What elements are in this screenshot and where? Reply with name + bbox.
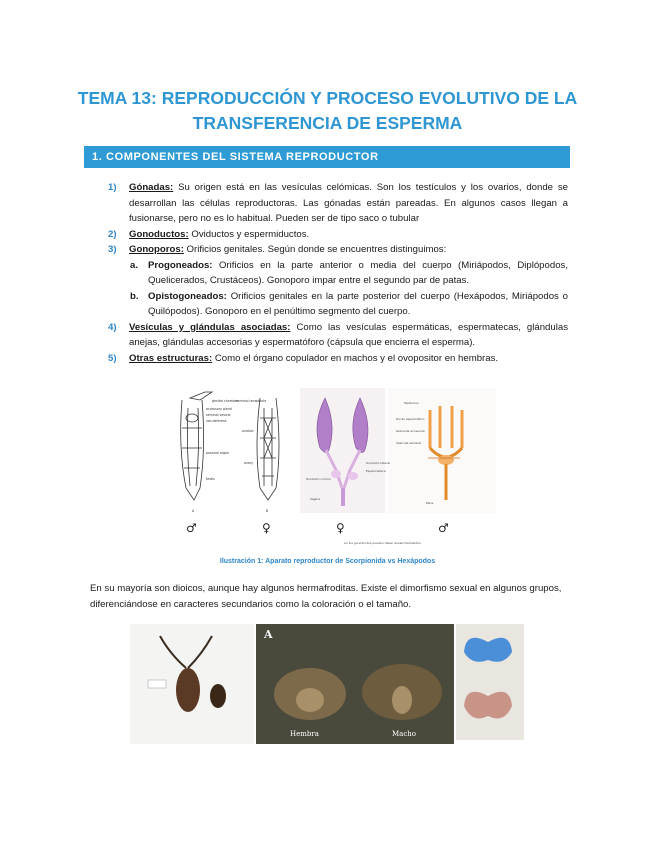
- label-ensanchamientos: en los gonoductos pueden haber ensanchamientos: [344, 541, 421, 545]
- label-pene: Pene: [426, 501, 434, 505]
- label-accessory-gland: accessory gland: [206, 407, 232, 411]
- label-seminal-receptacle: seminal receptacle: [236, 399, 267, 403]
- label-b: B: [266, 509, 269, 513]
- scorpion-female-diagram: [257, 398, 279, 500]
- dimorphism-photos: [130, 624, 530, 744]
- list-item: [108, 242, 568, 258]
- label-espermateca: Espermateca: [366, 469, 386, 473]
- item-number: 5): [108, 352, 117, 364]
- label-ovary: ovary: [244, 461, 253, 465]
- section-heading: 1. COMPONENTES DEL SISTEMA REPRODUCTOR: [84, 146, 570, 168]
- list-item: [108, 180, 568, 227]
- label-testis: testis: [206, 477, 215, 481]
- butterflies-photo: [456, 624, 524, 740]
- label-seminal-vesicle: seminal vesicle: [206, 413, 231, 417]
- sub-item-text: Orificios genitales en la parte posterior del cuerpo (Hexápodos, Miriápodos o Quilópodos). Gonoporo en el penúltimo segmento del cuerpo.: [148, 290, 568, 317]
- item-term: Gonoductos:: [129, 228, 189, 240]
- item-number: 2): [108, 228, 117, 240]
- item-text: Oviductos y espermiductos.: [188, 228, 310, 240]
- label-oviduct: oviduct: [242, 429, 254, 433]
- photo-label-macho: Macho: [392, 730, 416, 738]
- item-term: Vesículas y glándulas asociadas:: [129, 321, 291, 333]
- sub-item-text: Orificios en la parte anterior o media del cuerpo (Miriápodos, Diplópodos, Quelicerados, Crustáceos). Gonoporo impar entre el segundo par de patas.: [148, 259, 568, 286]
- label-oviducto-lateral: Oviducto lateral: [366, 461, 390, 465]
- photo-label-hembra: Hembra: [290, 730, 319, 738]
- item-term: Gonoporos:: [129, 244, 184, 255]
- label-testiculos: Testículos: [404, 401, 419, 405]
- item-number: 4): [108, 321, 117, 333]
- label-a: A: [192, 509, 195, 513]
- page-title: TEMA 13: REPRODUCCIÓN Y PROCESO EVOLUTIVO DE LA TRANSFERENCIA DE ESPERMA: [77, 88, 578, 133]
- item-term: Otras estructuras:: [129, 352, 213, 364]
- female-symbol: ♀: [262, 521, 271, 535]
- male-symbol: ♂: [438, 521, 449, 535]
- list-item: [108, 320, 568, 351]
- sub-item-letter: b.: [130, 290, 139, 302]
- sub-item: [108, 289, 568, 320]
- sub-item-term: Opistogoneados:: [148, 290, 227, 302]
- list-item: [108, 351, 568, 367]
- sub-item-term: Progoneados:: [148, 259, 213, 271]
- item-text: Como el órgano copulador en machos y el ovopositor en hembras.: [212, 352, 499, 364]
- label-vesicula-seminal: Vesícula seminal: [396, 441, 421, 445]
- photo-label-a: A: [264, 628, 273, 641]
- list-item: [108, 227, 568, 243]
- item-text: Su origen está en las vesículas celómicas. Son los testículos y los ovarios, donde se desarrollan las células reproductoras. Las gónadas están pareadas. En algunos casos llegan a fusionarse, pero no es lo habitual. Pueden ser de tipo saco o tubular: [129, 182, 568, 224]
- components-list: [108, 180, 568, 366]
- beetles-photo: [130, 624, 254, 744]
- male-symbol: ♂: [186, 521, 197, 535]
- body-paragraph: En su mayoría son dioicos, aunque hay algunos hermafroditas. Existe el dimorfismo sexual en algunos grupos, diferenciándose en caracteres secundarios como la coloración o el tamaño.: [90, 583, 562, 610]
- sub-item: [108, 258, 568, 289]
- insect-female-diagram: [300, 388, 385, 513]
- label-ducto-espermatico: Ducto espermático: [396, 417, 425, 421]
- insect-male-diagram: [388, 388, 496, 513]
- label-paraxial-organ: paraxial organ: [206, 451, 230, 455]
- figure-caption: Ilustración 1: Aparato reproductor de Scorpionida vs Hexápodos: [219, 558, 436, 565]
- item-term: Gónadas:: [129, 182, 174, 193]
- female-symbol: ♀: [336, 521, 345, 535]
- item-number: 3): [108, 244, 117, 255]
- crabs-photo: [256, 624, 454, 744]
- sub-item-letter: a.: [130, 259, 139, 271]
- item-text: Orificios genitales. Según donde se encuentres distinguimos:: [183, 244, 447, 255]
- label-vas-deferens: vas deferens: [206, 419, 227, 423]
- item-number: 1): [108, 182, 117, 193]
- label-glandula-accesoria: Glándula accesoria: [396, 429, 425, 433]
- label-vagina: Vagina: [310, 497, 321, 501]
- label-oviducto-comun: Oviducto común: [306, 477, 331, 481]
- reproductive-system-figure: [160, 388, 500, 548]
- label-genital-chamber: genital chamber: [212, 399, 239, 403]
- item-text: Como las vesículas espermáticas, espermatecas, glándulas anejas, glándulas accesorias y espermatóforo (cápsula que encierra el esperma).: [129, 321, 568, 348]
